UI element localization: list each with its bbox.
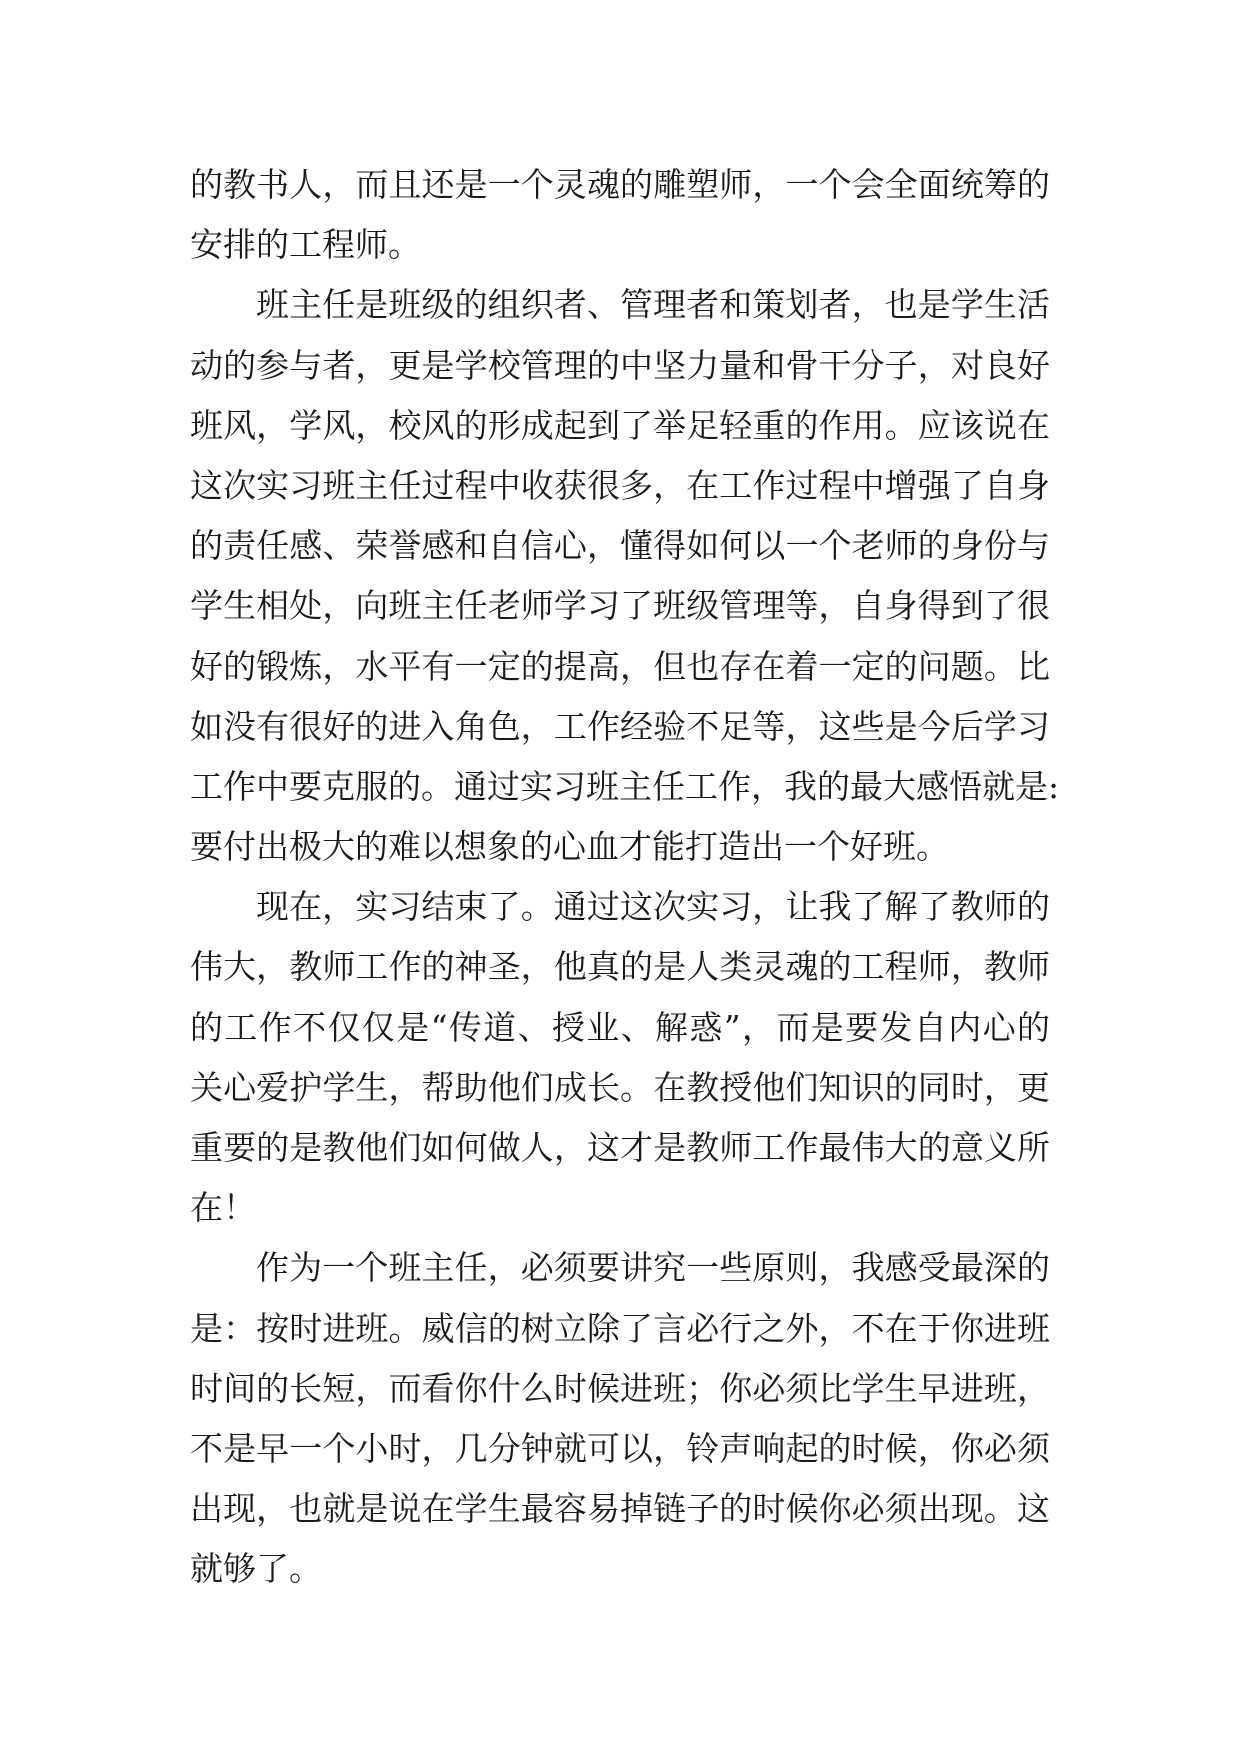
document-body xyxy=(190,155,1060,1600)
text-line: 如没有很好的进入角色，工作经验不足等，这些是今后学习 xyxy=(190,706,1050,746)
text-line: 是：按时进班。威信的树立除了言必行之外，不在于你进班 xyxy=(190,1308,1050,1348)
text-line: 在！ xyxy=(190,1188,256,1228)
text-line: 工作中要克服的。通过实习班主任工作，我的最大感悟就是: xyxy=(190,766,1060,806)
text-line: 班风，学风，校风的形成起到了举足轻重的作用。应该说在 xyxy=(190,405,1050,445)
text-line: 不是早一个小时，几分钟就可以，铃声响起的时候，你必须 xyxy=(190,1428,1050,1468)
text-line: 的教书人，而且还是一个灵魂的雕塑师，一个会全面统筹的 xyxy=(190,165,1050,204)
text-line: 好的锻炼，水平有一定的提高，但也存在着一定的问题。比 xyxy=(190,646,1050,686)
text-line: 现在，实习结束了。通过这次实习，让我了解了教师的 xyxy=(256,887,1050,927)
paragraph xyxy=(190,877,1050,1238)
text-line: 的工作不仅仅是“传道、授业、解惑”，而是要发自内心的 xyxy=(190,1007,1050,1047)
text-line: 重要的是教他们如何做人，这才是教师工作最伟大的意义所 xyxy=(190,1128,1050,1167)
paragraph xyxy=(190,275,1060,877)
paragraph xyxy=(190,155,1050,275)
text-line: 就够了。 xyxy=(190,1549,322,1589)
text-line: 这次实习班主任过程中收获很多，在工作过程中增强了自身 xyxy=(190,465,1050,505)
text-line: 出现，也就是说在学生最容易掉链子的时候你必须出现。这 xyxy=(190,1489,1050,1529)
paragraph xyxy=(190,1238,1050,1599)
text-line: 作为一个班主任，必须要讲究一些原则，我感受最深的 xyxy=(256,1248,1050,1288)
text-line: 要付出极大的难以想象的心血才能打造出一个好班。 xyxy=(190,827,949,867)
text-line: 时间的长短，而看你什么时候进班；你必须比学生早进班， xyxy=(190,1368,1050,1408)
text-line: 班主任是班级的组织者、管理者和策划者，也是学生活 xyxy=(256,285,1050,325)
text-line: 关心爱护学生，帮助他们成长。在教授他们知识的同时，更 xyxy=(190,1067,1050,1107)
text-line: 伟大，教师工作的神圣，他真的是人类灵魂的工程师，教师 xyxy=(190,947,1050,987)
text-line: 的责任感、荣誉感和自信心，懂得如何以一个老师的身份与 xyxy=(190,526,1050,566)
text-line: 安排的工程师。 xyxy=(190,225,421,265)
text-line: 学生相处，向班主任老师学习了班级管理等，自身得到了很 xyxy=(190,586,1050,626)
text-line: 动的参与者，更是学校管理的中坚力量和骨干分子，对良好 xyxy=(190,345,1050,385)
